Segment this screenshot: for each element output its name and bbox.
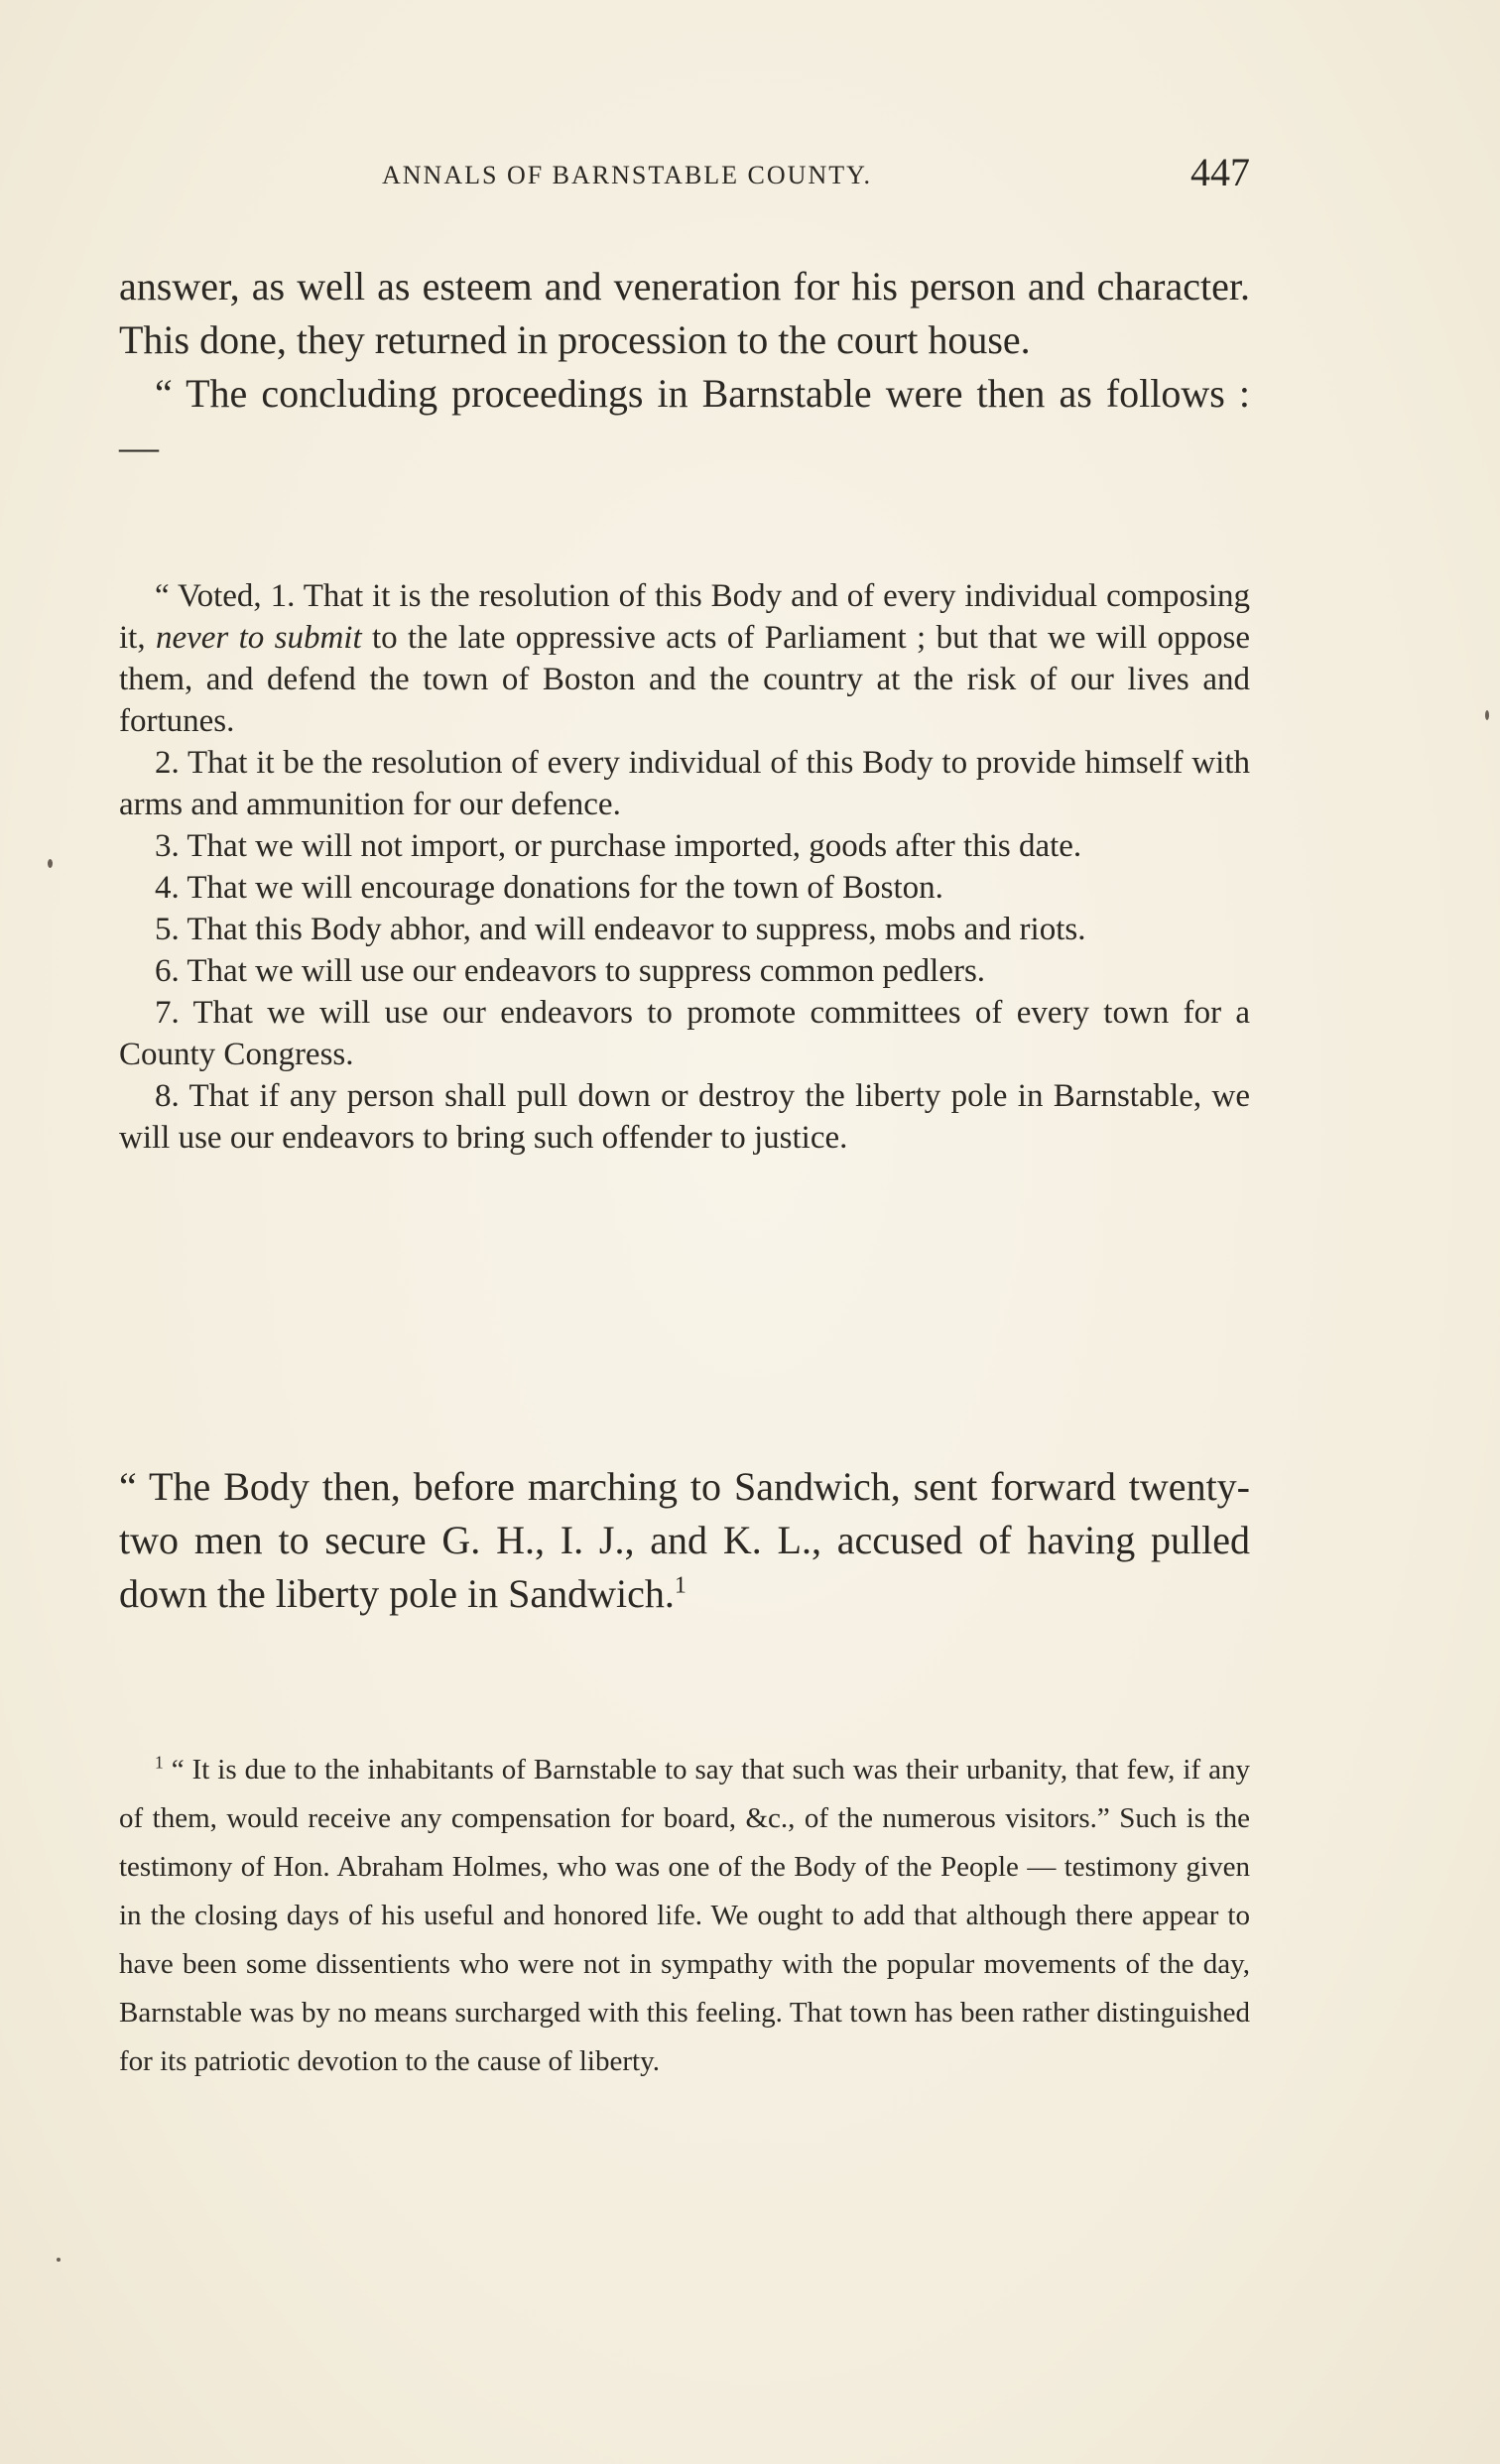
- resolution-5: 5. That this Body abhor, and will endeavor to suppress, mobs and riots.: [155, 912, 1086, 947]
- opening-paragraphs: [119, 260, 1250, 474]
- resolution-2: 2. That it be the resolution of every individual of this Body to provide himself with arms and ammunition for our defence.: [119, 745, 1250, 822]
- paragraph-body-marching: [119, 1460, 1250, 1621]
- resolution-3: 3. That we will not import, or purchase imported, goods after this date.: [155, 828, 1082, 864]
- footnote-text: “ It is due to the inhabitants of Barnstable to say that such was their urbanity, that few, if any of them, would receive any compensation for board, &c., of the numerous visitors.” Such is the testimony of Hon. Abraham Holmes, who was one of the Body of the People — testimony given in the closing days of his useful and honored life. We ought to add that although there appear to have been some dissentients who were not in sympathy with the popular movements of the day, Barnstable was by no means surcharged with this feeling. That town has been rather distinguished for its patriotic devotion to the cause of liberty.: [119, 1754, 1250, 2077]
- resolutions-list: [119, 575, 1250, 1159]
- page-header: [119, 149, 1250, 208]
- closing-paragraph: [119, 1460, 1250, 1621]
- paragraph-answer: answer, as well as esteem and veneration for his person and character. This done, they returned in procession to the court house.: [119, 264, 1250, 362]
- resolution-1: [119, 575, 1250, 742]
- footnote-block: [119, 1746, 1250, 2086]
- footnote-1: [119, 1746, 1250, 2086]
- running-head: ANNALS OF BARNSTABLE COUNTY.: [382, 161, 873, 189]
- resolution-6: 6. That we will use our endeavors to suppress common pedlers.: [155, 953, 986, 989]
- paragraph-body-marching-text: “ The Body then, before marching to Sandwich, sent forward twenty-two men to secure G. H., I. J., and K. L., accused of having pulled down the liberty pole in Sandwich.: [119, 1464, 1250, 1616]
- resolution-7: 7. That we will use our endeavors to promote committees of every town for a County Congress.: [119, 995, 1250, 1072]
- paper-speck: [48, 859, 53, 868]
- footnote-reference: 1: [674, 1572, 687, 1599]
- resolution-8: 8. That if any person shall pull down or destroy the liberty pole in Barnstable, we will use our endeavors to bring such offender to justice.: [119, 1078, 1250, 1156]
- resolution-1-text-a: “ Voted, 1. That it is the resolution of this Body and of every individual composing it,: [119, 578, 1250, 656]
- paper-speck: [57, 2258, 61, 2262]
- page-number: 447: [1190, 150, 1250, 194]
- resolution-1-emphasis: never to submit: [155, 620, 362, 656]
- paragraph-concluding-proceedings: “ The concluding proceedings in Barnstable were then as follows : —: [119, 371, 1250, 469]
- footnote-marker: 1: [155, 1752, 164, 1773]
- resolution-4: 4. That we will encourage donations for the town of Boston.: [155, 870, 943, 906]
- paper-speck: [1485, 710, 1489, 720]
- resolution-1-text-b: to the late oppressive acts of Parliament ; but that we will oppose them, and defend the town of Boston and the country at the risk of our lives and fortunes.: [119, 620, 1250, 739]
